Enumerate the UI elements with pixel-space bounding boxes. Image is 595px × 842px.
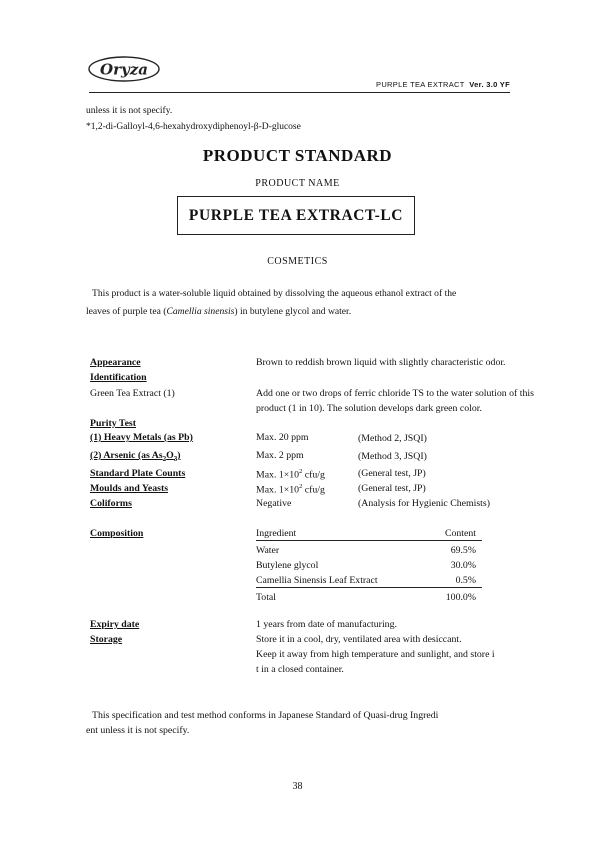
table-row: Butylene glycol 30.0%: [256, 560, 476, 571]
heavy-metals-label: (1) Heavy Metals (as Pb): [90, 432, 193, 443]
appearance-value: Brown to reddish brown liquid with slightly characteristic odor.: [256, 357, 506, 368]
col-content: Content: [444, 528, 476, 539]
composition-label: Composition: [90, 528, 144, 539]
arsenic-label: (2) Arsenic (as $As_2O_3$): [90, 450, 181, 463]
expiry-value: 1 years from date of manufacturing.: [256, 619, 397, 630]
product-name-label: PRODUCT NAME: [255, 178, 340, 189]
product-name-box: [177, 196, 415, 235]
expiry-label: Expiry date: [90, 619, 140, 630]
coliforms-method: (Analysis for Hygienic Chemists): [358, 498, 490, 509]
header-product: PURPLE TEA EXTRACT: [376, 80, 465, 89]
top-note-line1: unless it is not specify.: [86, 106, 173, 116]
document-header: [272, 80, 510, 89]
oryza-logo: [87, 54, 161, 84]
intro-line1: This product is a water-soluble liquid obtained by dissolving the aqueous ethanol extract of the: [92, 288, 457, 299]
heavy-metals-value: Max. 20 ppm: [256, 432, 309, 443]
identification-label: Identification: [90, 372, 147, 383]
storage-line3: t in a closed container.: [256, 664, 344, 675]
table-row: Water 69.5%: [256, 545, 476, 556]
plate-counts-value: Max. $1\times 10^2$ cfu/g: [256, 468, 325, 481]
storage-line2: Keep it away from high temperature and sunlight, and store i: [256, 649, 495, 660]
table-row-total: Total 100.0%: [256, 592, 476, 603]
green-tea-label: Green Tea Extract (1): [90, 388, 175, 399]
footer-note-line1: This specification and test method conforms in Japanese Standard of Quasi-drug Ingredi: [92, 710, 439, 721]
plate-counts-label: Standard Plate Counts: [90, 468, 186, 479]
top-note-line2: *1,2-di-Galloyl-4,6-hexahydroxydiphenoyl-β-D-glucose: [86, 122, 301, 132]
logo-text: Oryza: [100, 60, 148, 79]
intro-line2: leaves of purple tea (Camellia sinensis) in butylene glycol and water.: [86, 306, 352, 317]
storage-label: Storage: [90, 634, 123, 645]
footer-note-line2: ent unless it is not specify.: [86, 725, 190, 736]
header-version: Ver. 3.0 YF: [469, 80, 510, 89]
plate-counts-method: (General test, JP): [358, 468, 426, 479]
moulds-value: Max. $1\times 10^2$ cfu/g: [256, 483, 325, 496]
heavy-metals-method: (Method 2, JSQI): [358, 433, 427, 444]
moulds-method: (General test, JP): [358, 483, 426, 494]
composition-table: [256, 528, 482, 603]
col-ingredient: Ingredient: [256, 528, 297, 539]
purity-label: Purity Test: [90, 418, 136, 429]
arsenic-method: (Method 3, JSQI): [358, 451, 427, 462]
arsenic-value: Max. 2 ppm: [256, 450, 304, 461]
appearance-label: Appearance: [90, 357, 141, 368]
page-number: 38: [292, 781, 303, 792]
product-category: COSMETICS: [267, 256, 328, 267]
page-title: PRODUCT STANDARD: [202, 146, 393, 165]
product-name: PURPLE TEA EXTRACT-LC: [188, 206, 404, 224]
table-row: Camellia Sinensis Leaf Extract 0.5%: [256, 575, 482, 588]
moulds-label: Moulds and Yeasts: [90, 483, 169, 494]
storage-line1: Store it in a cool, dry, ventilated area with desiccant.: [256, 634, 462, 645]
green-tea-value-1: Add one or two drops of ferric chloride TS to the water solution of this: [256, 388, 534, 399]
intro-latin-name: Camellia sinensis: [166, 306, 235, 317]
composition-header-row: [256, 528, 482, 541]
green-tea-value-2: product (1 in 10). The solution develops dark green color.: [256, 403, 482, 414]
coliforms-label: Coliforms: [90, 498, 132, 509]
coliforms-value: Negative: [256, 498, 292, 509]
header-rule: [89, 92, 510, 93]
